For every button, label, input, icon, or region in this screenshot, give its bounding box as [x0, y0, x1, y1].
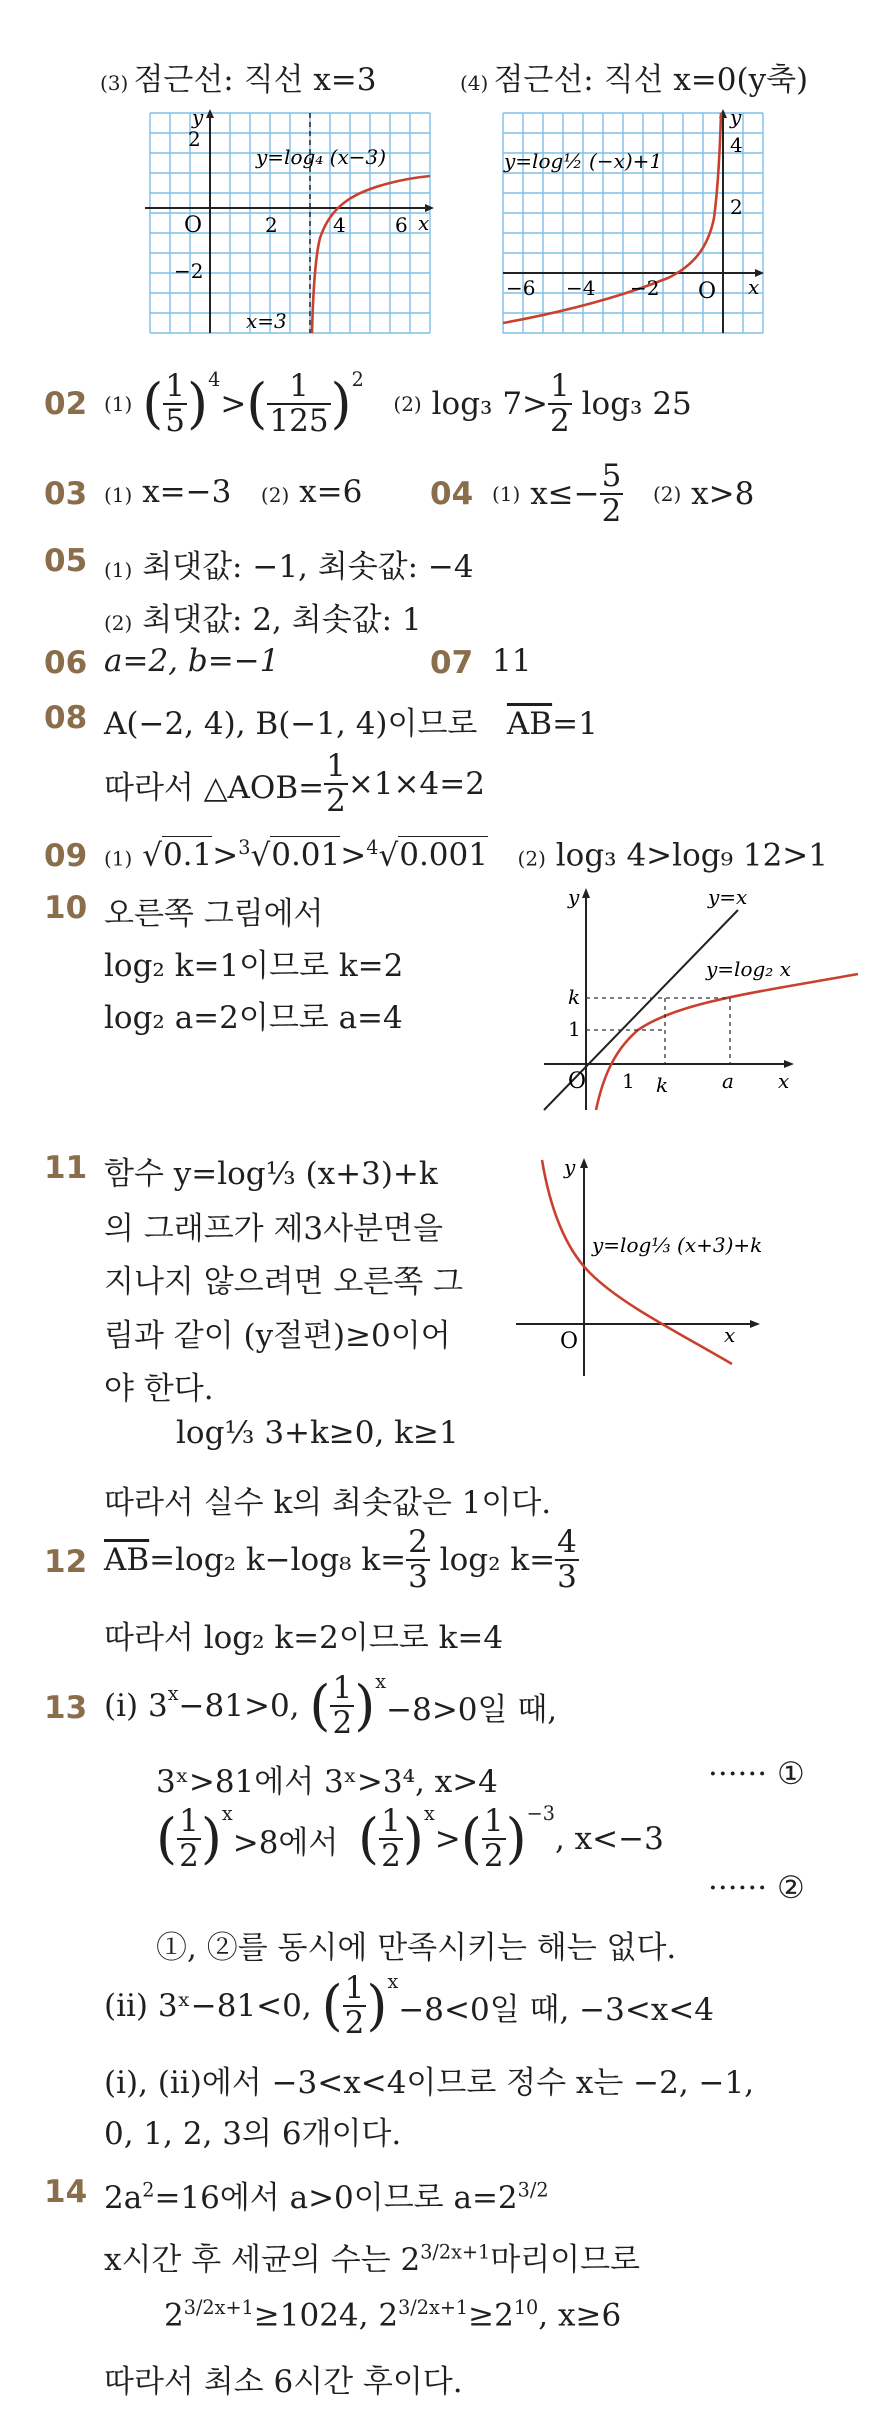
segment-ab: $\overline{AB}$ — [104, 1542, 150, 1578]
tick-label: a — [722, 1069, 734, 1093]
circled-label: (4) — [460, 71, 489, 95]
equation-marker-2: ······ ② — [708, 1870, 805, 1906]
answer-09: (1) √0.1>$^3$√0.01>$^4$√0.001 (2) log₃ 4>log₉ 12>1 — [104, 836, 828, 874]
answer-13-row3: ①, ②를 동시에 만족시키는 해는 없다. — [156, 1930, 677, 1966]
answer-07: 11 — [492, 643, 532, 679]
answer-11-line2: 의 그래프가 제3사분면을 — [104, 1211, 443, 1247]
answer-13-row1: 3ˣ>81에서 3ˣ>3⁴, x>4 — [156, 1764, 498, 1800]
answer-13-case2: (ⅱ) 3ˣ−81<0, ( $\frac{1}{2}$ ) $^x$ −8<0일 때, −3<x<4 — [104, 1970, 715, 2041]
answer-02: (1) ( $\frac{1}{5}$ ) $^4$ > ( $\frac{1}{125}$ ) $^2$ (2) log₃ 7> $\frac{1}{2}$ log₃ 25 — [104, 368, 692, 439]
tick-label: 6 — [395, 213, 408, 237]
y-axis-label: y — [568, 885, 580, 909]
tick-label: −2 — [174, 259, 204, 283]
origin-label: O — [184, 213, 203, 238]
answer-05-1: (1) 최댓값: −1, 최솟값: −4 — [104, 549, 474, 585]
line-label: y=x — [708, 885, 748, 909]
answer-05-2: (2) 최댓값: 2, 최솟값: 1 — [104, 602, 422, 638]
tick-label: 4 — [730, 133, 743, 157]
curve-label: y=log⅓ (x+3)+k — [592, 1233, 763, 1257]
answer-11-line3: 지나지 않으려면 오른쪽 그 — [104, 1264, 463, 1300]
problem-number-06: 06 — [44, 645, 88, 681]
tick-label: 2 — [188, 127, 201, 151]
circled-label: (2) — [393, 392, 422, 416]
problem-number-09: 09 — [44, 838, 88, 874]
origin-label: O — [698, 279, 717, 304]
answer-11-line5: 야 한다. — [104, 1371, 214, 1407]
tick-label: k — [656, 1073, 669, 1097]
answer-08-line1: A(−2, 4), B(−1, 4)이므로 $\overline{AB}=1$ — [104, 706, 598, 742]
tick-label: k — [568, 985, 581, 1009]
answer-14-line3: $2^{3/2x+1}\ge 1024$, $2^{3/2x+1}\ge 2^{10}$, x≥6 — [164, 2296, 622, 2334]
problem-number-03: 03 — [44, 476, 88, 512]
tick-label: −4 — [566, 276, 596, 300]
answer-12-line1: $\overline{AB}$ =log₂ k−log₈ k= $\frac{2}{3}$ log₂ k= $\frac{4}{3}$ — [104, 1524, 577, 1595]
graph-log-half-neg-x — [498, 108, 768, 338]
answer-14-line4: 따라서 최소 6시간 후이다. — [104, 2364, 463, 2400]
answer-13-row2: ( $\frac{1}{2}$ ) $^x$ >8에서 ( $\frac{1}{2}$ ) $^x$ > ( $\frac{1}{2}$ ) $^{-3}$ , x<−3 — [156, 1802, 664, 1874]
curve-label: y=log₂ x — [706, 957, 791, 981]
curve-label: y=log₄ (x−3) — [256, 145, 387, 169]
answer-11-line7: 따라서 실수 k의 최솟값은 1이다. — [104, 1485, 552, 1521]
graph-log-third — [510, 1148, 840, 1378]
answer-04: (1) x≤− $\frac{5}{2}$ (2) x>8 — [492, 458, 755, 529]
problem-number-14: 14 — [44, 2174, 88, 2210]
circled-label: (1) — [104, 392, 133, 416]
tick-label: 2 — [730, 195, 743, 219]
log-curve — [503, 113, 721, 323]
answer-13-case1: (ⅰ) 3 $^x$ −81>0, ( $\frac{1}{2}$ ) $^x$ −8>0일 때, — [104, 1670, 558, 1741]
problem-number-05: 05 — [44, 543, 88, 579]
y-axis-label: y — [192, 108, 204, 129]
answer-13-summary2: 0, 1, 2, 3의 6개이다. — [104, 2116, 402, 2152]
origin-label: O — [560, 1329, 579, 1354]
answer-11-line1: 함수 y=log⅓ (x+3)+k — [104, 1156, 438, 1192]
problem-number-12: 12 — [44, 1544, 88, 1580]
answer-10-line2: log₂ k=1이므로 k=2 — [104, 948, 404, 984]
answer-14-line1: $2a^2=16$에서 a>0이므로 $a=2^{3/2}$ — [104, 2178, 549, 2216]
circled-label: (3) — [100, 71, 129, 95]
tick-label: 4 — [333, 213, 346, 237]
guide-lines — [586, 998, 730, 1064]
asymptote-label: x=3 — [246, 309, 287, 333]
equation-marker-1: ······ ① — [708, 1756, 805, 1792]
item-3-header — [100, 54, 377, 99]
asymptote-text: 점근선: 직선 x=3 — [133, 62, 377, 98]
problem-number-11: 11 — [44, 1150, 88, 1186]
x-axis-label: x — [778, 1069, 790, 1093]
answer-14-line2: x시간 후 세균의 수는 $2^{3/2x+1}$마리이므로 — [104, 2240, 640, 2278]
tick-label: −2 — [630, 276, 660, 300]
tick-label: 2 — [265, 213, 278, 237]
problem-number-13: 13 — [44, 1690, 88, 1726]
answer-06: a=2, b=−1 — [104, 643, 280, 679]
x-axis-label: x — [418, 211, 430, 235]
origin-label: O — [568, 1069, 587, 1094]
answer-12-line2: 따라서 log₂ k=2이므로 k=4 — [104, 1620, 504, 1656]
answer-03: (1) x=−3 (2) x=6 — [104, 474, 363, 510]
x-axis-label: x — [724, 1323, 736, 1347]
problem-number-02: 02 — [44, 386, 88, 422]
answer-11-line4: 림과 같이 (y절편)≥0이어 — [104, 1318, 451, 1354]
tick-label: 1 — [568, 1017, 581, 1041]
graph-log4-x-minus-3 — [140, 108, 440, 338]
asymptote-text: 점근선: 직선 x=0(y축) — [493, 62, 809, 98]
answer-13-summary1: (ⅰ), (ⅱ)에서 −3<x<4이므로 정수 x는 −2, −1, — [104, 2065, 755, 2101]
curve-label: y=log½ (−x)+1 — [504, 149, 663, 173]
item-4-header — [460, 54, 808, 99]
problem-number-08: 08 — [44, 700, 88, 736]
y-axis-label: y — [564, 1155, 576, 1179]
segment-ab: $\overline{AB}$ — [506, 706, 553, 742]
tick-label: 1 — [622, 1069, 635, 1093]
problem-number-04: 04 — [430, 476, 474, 512]
tick-label: −6 — [506, 276, 536, 300]
answer-10-line1: 오른쪽 그림에서 — [104, 896, 324, 932]
answer-10-line3: log₂ a=2이므로 a=4 — [104, 1000, 403, 1036]
y-axis-label: y — [730, 108, 742, 129]
problem-number-10: 10 — [44, 890, 88, 926]
answer-08-line2: 따라서 △AOB= $\frac{1}{2}$ ×1×4=2 — [104, 748, 485, 819]
x-axis-label: x — [748, 275, 760, 299]
graph-log2-and-y-eq-x — [538, 882, 868, 1112]
problem-number-07: 07 — [430, 645, 474, 681]
answer-11-line6: log⅓ 3+k≥0, k≥1 — [176, 1415, 459, 1451]
